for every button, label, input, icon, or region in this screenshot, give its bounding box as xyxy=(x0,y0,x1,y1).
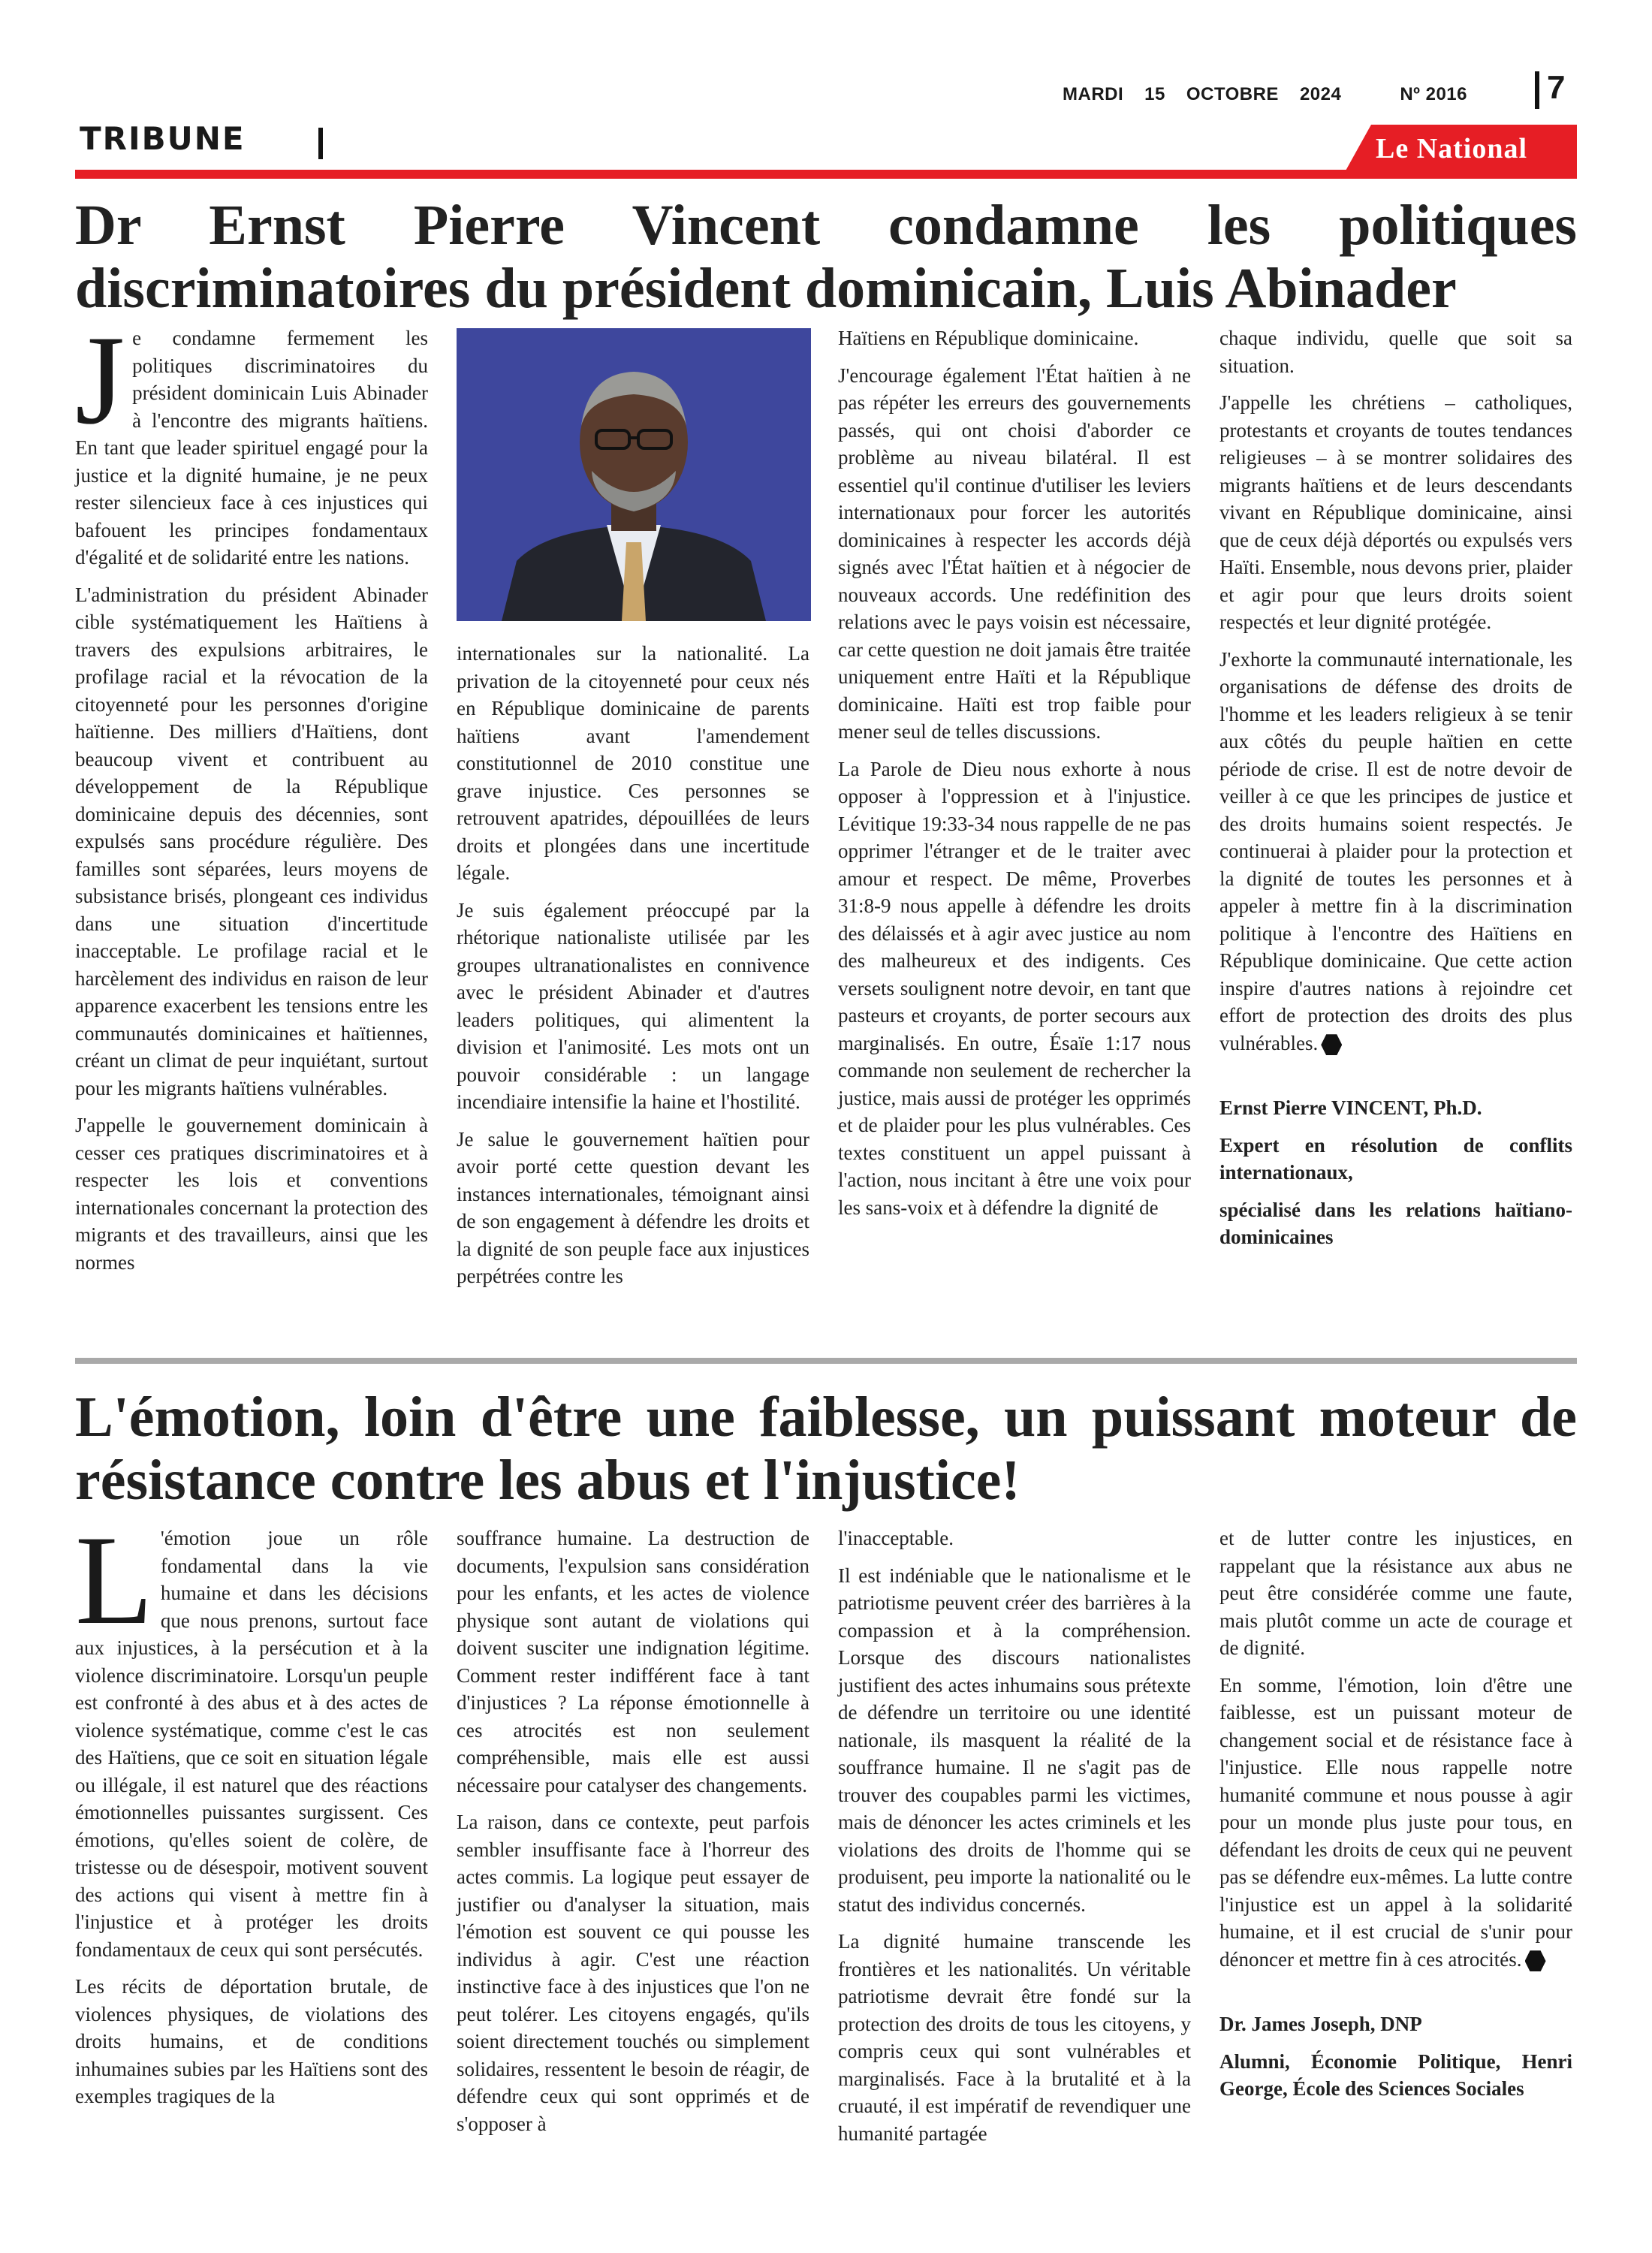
signature-name: Ernst Pierre VINCENT, Ph.D. xyxy=(1219,1096,1482,1119)
section-label: TRIBUNE xyxy=(80,120,246,157)
issue-date xyxy=(1063,84,1488,105)
article1-column-4 xyxy=(1219,324,1572,1261)
date-year: 2024 xyxy=(1299,84,1342,104)
dropcap: L xyxy=(75,1510,153,1651)
end-mark-icon xyxy=(1525,1950,1546,1971)
article2-column-2 xyxy=(457,1525,809,2147)
article1-column-3 xyxy=(838,324,1191,1231)
date-day: MARDI xyxy=(1063,84,1124,104)
paragraph: Je suis également préoccupé par la rhétorique nationaliste utilisée par les groupes ultranationalistes en connivence avec le président Abinader et d'autres leaders politiques, qui alimentent la division et l'animosité. Les mots ont un pouvoir considérable : un langage incendiaire intensifie la haine et l'hostilité. xyxy=(457,898,809,1113)
paragraph: Haïtiens en République dominicaine. xyxy=(838,327,1139,349)
paragraph: En somme, l'émotion, loin d'être une faiblesse, est un puissant moteur de changement social et de résistance face à l'injustice. Elle nous rappelle notre humanité commune et nous pousse à agir pour un monde plus juste pour tous, en défendant les droits de ceux qui ne peuvent pas se défendre eux-mêmes. La lutte contre l'injustice est un appel à la solidarité humaine, et il est crucial de s'unir pour dénoncer et mettre fin à ces atrocités. xyxy=(1219,1673,1572,1971)
paragraph: J'appelle le gouvernement dominicain à cesser ces pratiques discriminatoires et à respecter les lois et conventions internationales concernant la protection des migrants et des travailleurs, ainsi que les normes xyxy=(75,1114,428,1274)
paragraph: J'appelle les chrétiens – catholiques, protestants et croyants de toutes tendances religieuses – à se montrer solidaires des migrants haïtiens et de leurs descendants vivant en République dominicaine, ainsi que de ceux déjà déportés ou expulsés vers Haïti. Ensemble, nous devons prier, plaider et agir pour que leurs droits soient respectés et leur dignité protégée. xyxy=(1219,391,1572,633)
portrait-illustration xyxy=(457,328,811,621)
signature-name: Dr. James Joseph, DNP xyxy=(1219,2013,1422,2035)
end-mark-icon xyxy=(1321,1034,1342,1055)
issue-number: Nº 2016 xyxy=(1400,84,1467,104)
article2-column-1 xyxy=(75,1510,428,2120)
paragraph: l'inacceptable. xyxy=(838,1527,954,1549)
paragraph: L'administration du président Abinader cible systématiquement les Haïtiens à travers des expulsions arbitraires, le profilage racial et la révocation de la citoyenneté pour les personnes d'origine haïtienne. Des milliers d'Haïtiens, dont beaucoup vivent et contribuent au développement de la République dominicaine depuis des décennies, sont expulsés sans procédure régulière. Des familles sont séparées, leurs moyens de subsistance brisés, plongeant ces individus dans une situation d'incertitude inacceptable. Le profilage racial et le harcèlement des individus en raison de leur apparence exacerbent les tensions entre les communautés dominicaines et haïtiennes, créant un climat de peur inquiétant, surtout pour les migrants haïtiens vulnérables. xyxy=(75,583,428,1099)
paragraph: La raison, dans ce contexte, peut parfois sembler insuffisante face à l'horreur des actes commis. La logique peut essayer de justifier ou d'analyser la situation, mais l'émotion est souvent ce qui pousse les individus à agir. C'est une réaction instinctive face à des injustices que l'on ne peut tolérer. Les citoyens engagés, qu'ils soient directement touchés ou simplement solidaires, ressentent le besoin de réagir, de défendre ceux qui sont opprimés et de s'opposer à xyxy=(457,1811,809,2135)
paragraph: et de lutter contre les injustices, en rappelant que la résistance aux abus ne peut être considérée comme une faute, mais plutôt comme un acte de courage et de dignité. xyxy=(1219,1527,1572,1659)
page-number: 7 xyxy=(1547,69,1566,106)
dropcap: J xyxy=(75,309,125,451)
page-number-separator xyxy=(1535,71,1539,109)
paragraph: Il est indéniable que le nationalisme et le patriotisme peuvent créer des barrières à la compassion et à la compréhension. Lorsque des discours nationalistes justifient des actes inhumains sous prétexte de défendre un territoire ou une identité nationale, ils masquent la réalité de la souffrance humaine. Il ne s'agit pas de trouver des coupables parmi les victimes, mais de dénoncer les actes criminels et les violations des droits de l'homme qui se produisent, peu importe la nationalité ou le statut des individus concernés. xyxy=(838,1564,1191,1916)
signature-title: Alumni, Économie Politique, Henri George, École des Sciences Sociales xyxy=(1219,2049,1572,2100)
paragraph: Je salue le gouvernement haïtien pour avoir porté cette question devant les instances internationales, témoignant ainsi de son engagement à défendre les droits et la dignité de son peuple face aux injustices perpétrées contre les xyxy=(457,1127,809,1287)
article2-headline: L'émotion, loin d'être une faiblesse, un puissant moteur de résistance contre les abus et l'injustice! xyxy=(75,1386,1577,1512)
brand-name: Le National xyxy=(1376,133,1528,164)
paragraph: J'encourage également l'État haïtien à ne pas répéter les erreurs des gouvernements passés, qui ont choisi d'aborder ce problème au niveau bilatéral. Il est essentiel qu'il continue d'utiliser les leviers internationaux pour forcer les autorités dominicaines à respecter les accords déjà signés avec l'État haïtien et à négocier de nouveaux accords. Une redéfinition des relations avec le pays voisin est nécessaire, car cette question ne doit jamais être traitée uniquement entre Haïti et la République dominicaine. Haïti est trop faible pour mener seul de telles discussions. xyxy=(838,363,1191,743)
date-month: OCTOBRE xyxy=(1186,84,1279,104)
section-separator xyxy=(318,128,323,159)
article2-column-3 xyxy=(838,1525,1191,2157)
article2-column-4 xyxy=(1219,1525,1572,2113)
paragraph: J'exhorte la communauté internationale, les organisations de défense des droits de l'homme et les leaders religieux à se tenir aux côtés du peuple haïtien en cette période de crise. Il est de notre devoir de veiller à ce que les principes de justice et des droits humains soient respectés. Je continuerai à plaider pour la protection et la dignité de toutes les personnes et à appeler à mettre fin à la discrimination politique à l'encontre des Haïtiens en République dominicaine. Que cette action inspire d'autres nations à rejoindre cet effort de protection des droits des plus vulnérables. xyxy=(1219,647,1572,1054)
paragraph: Les récits de déportation brutale, de violences physiques, de violations des droits humains, et de conditions inhumaines subies par les Haïtiens sont des exemples tragiques de la xyxy=(75,1975,428,2107)
paragraph: L 'émotion joue un rôle fondamental dans la vie humaine et dans les décisions que nous prenons, surtout face aux injustices, à la persécution et à la violence discriminatoire. Lorsqu'un peuple est confronté à des abus et à des actes de violence systématique, comme c'est le cas des Haïtiens, que ce soit en situation légale ou illégale, il est naturel que des réactions émotionnelles puissantes surgissent. Ces émotions, qu'elles soient de colère, de tristesse ou de désespoir, motivent souvent des actions qui visent à mettre fin à l'injustice et à protéger les droits fondamentaux de ceux qui sont persécutés. xyxy=(75,1510,428,1961)
article1-column-2 xyxy=(457,640,809,1300)
paragraph: Je condamne fermement les politiques discriminatoires du président dominicain Luis Abinader à l'encontre des migrants haïtiens. En tant que leader spirituel engagé pour la justice et la dignité humaine, je ne peux rester silencieux face à ces injustices qui bafouent les principes fondamentaux d'égalité et de solidarité entre les nations. xyxy=(75,309,428,569)
paragraph: souffrance humaine. La destruction de documents, l'expulsion sans considération pour les enfants, et les actes de violence physique sont autant de violations qui doivent susciter une indignation légitime. Comment rester indifférent face à tant d'injustices ? La réponse émotionnelle à ces atrocités est non seulement compréhensible, mais elle est aussi nécessaire pour catalyser des changements. xyxy=(457,1527,809,1796)
paragraph: La Parole de Dieu nous exhorte à nous opposer à l'oppression et à l'injustice. Lévitique 19:33-34 nous rappelle de ne pas opprimer l'étranger et de le traiter avec amour et respect. De même, Proverbes 31:8-9 nous appelle à défendre les droits des délaissés et à agir avec justice au nom des malheureux et des indigents. Ces versets soulignent notre devoir, en tant que pasteurs et croyants, de porter secours aux marginalisés. En outre, Ésaïe 1:17 nous commande non seulement de rechercher la justice, mais aussi de protéger les opprimés et de plaider pour les plus vulnérables. Ces textes constituent un appel puissant à l'action, nous incitant à être une voix pour les sans-voix et à défendre la dignité de xyxy=(838,757,1191,1219)
paragraph: La dignité humaine transcende les frontières et les nationalités. Un véritable patriotisme devrait être fondé sur la protection des droits de tous les citoyens, y compris ceux qui sont vulnérables et marginalisés. Face à la brutalité et à la cruauté, il est impératif de revendiquer une humanité partagée xyxy=(838,1930,1191,2145)
author-photo xyxy=(457,328,811,621)
signature-title: spécialisé dans les relations haïtiano-dominicaines xyxy=(1219,1198,1572,1248)
signature-title: Expert en résolution de conflits internationaux, xyxy=(1219,1133,1572,1184)
date-number: 15 xyxy=(1144,84,1165,104)
article1-headline: Dr Ernst Pierre Vincent condamne les politiques discriminatoires du président dominicain, Luis Abinader xyxy=(75,194,1577,320)
article1-column-1 xyxy=(75,309,428,1286)
paragraph: chaque individu, quelle que soit sa situation. xyxy=(1219,327,1572,377)
article-divider xyxy=(75,1358,1577,1364)
paragraph: internationales sur la nationalité. La privation de la citoyenneté pour ceux nés en République dominicaine de parents haïtiens avant l'amendement constitutionnel de 2010 constitue une grave injustice. Ces personnes se retrouvent apatrides, dépouillées de leurs droits et plongées dans une incertitude légale. xyxy=(457,642,809,884)
